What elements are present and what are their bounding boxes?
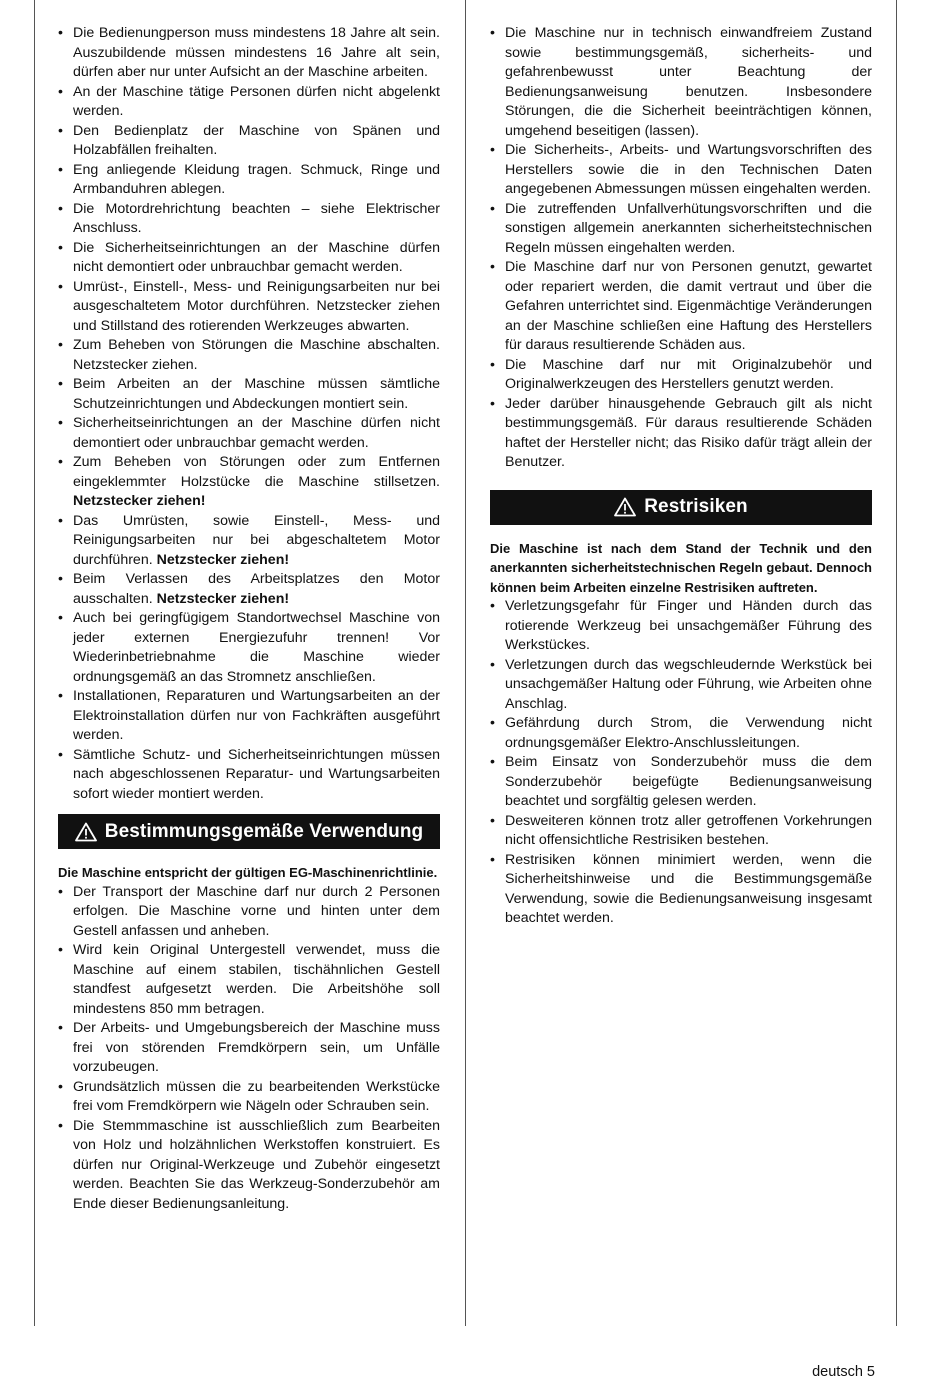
list-item-text: Die Sicherheitseinrichtungen an der Maschine dürfen nicht demontiert oder unbrauchbar gemacht werden. bbox=[73, 239, 440, 275]
column-divider bbox=[465, 0, 466, 1326]
bullet: • bbox=[58, 415, 63, 431]
list-item bbox=[490, 24, 872, 141]
bullet: • bbox=[490, 395, 495, 412]
section-heading-text: Bestimmungsgemäße Verwendung bbox=[104, 820, 424, 842]
list-item bbox=[490, 851, 872, 929]
list-item bbox=[58, 122, 440, 161]
margin-rule-right bbox=[896, 0, 897, 1326]
list-item bbox=[58, 941, 440, 1019]
list-item bbox=[58, 609, 440, 687]
list-item bbox=[490, 812, 872, 851]
list-item-text: Die Maschine darf nur von Personen genutzt, gewartet oder repariert werden, die damit vertraut und über die Gefahren unterrichtet sind. Eigenmächtige Veränderungen an der Maschine schließen eine Haftung des Herstellers für daraus resultierende Schäden aus. bbox=[505, 259, 872, 353]
bullet: • bbox=[58, 200, 63, 217]
list-item-text: Die zutreffenden Unfallverhütungsvorschriften und die sonstigen allgemein anerkannten sicherheitstechnischen Regeln müssen eingehalten werden. bbox=[505, 200, 872, 256]
list-item-text: Gefährdung durch Strom, die Verwendung nicht ordnungsgemäßer Elektro-Anschlussleitungen. bbox=[505, 715, 872, 751]
bullet: • bbox=[58, 746, 63, 763]
bullet: • bbox=[58, 942, 63, 958]
bullet: • bbox=[58, 1020, 63, 1036]
list-item-text: Wird kein Original Untergestell verwendet, muss die Maschine auf einem stabilen, tischähnlichen Gestell standfest aufgesetzt werden. Die Arbeitshöhe soll mindestens 850 mm betragen. bbox=[73, 942, 440, 1017]
bullet: • bbox=[58, 278, 63, 295]
list-item-text: Eng anliegende Kleidung tragen. Schmuck, Ringe und Armbanduhren ablegen. bbox=[73, 161, 440, 197]
warning-triangle-icon bbox=[614, 497, 636, 517]
list-item-text: Installationen, Reparaturen und Wartungsarbeiten an der Elektroinstallation dürfen nur von Fachkräften ausgeführt werden. bbox=[73, 688, 440, 743]
bullet: • bbox=[490, 25, 495, 41]
bullet: • bbox=[490, 812, 495, 829]
list-item-text: Sicherheitseinrichtungen an der Maschine dürfen nicht demontiert oder unbrauchbar gemacht werden. bbox=[73, 415, 440, 451]
usage-list bbox=[58, 883, 440, 1215]
usage-list-continued bbox=[490, 24, 872, 473]
bullet: • bbox=[58, 610, 63, 626]
warning-triangle-icon bbox=[75, 822, 97, 842]
bullet: • bbox=[490, 656, 495, 673]
list-item-text: Die Bedienungperson muss mindestens 18 Jahre alt sein. Auszubildende müssen mindestens 16 Jahre alt sein, dürfen aber nur unter Aufsicht an der Maschine arbeiten. bbox=[73, 25, 440, 80]
section-intro: Die Maschine ist nach dem Stand der Technik und den anerkannten sicherheitstechnischen Regeln gebaut. Dennoch können beim Arbeiten einzelne Restrisiken auftreten. bbox=[490, 540, 872, 595]
list-item bbox=[58, 453, 440, 512]
bullet: • bbox=[58, 1117, 63, 1134]
list-item bbox=[490, 656, 872, 715]
bullet: • bbox=[58, 83, 63, 100]
left-column bbox=[58, 24, 440, 1214]
list-item-text: Den Bedienplatz der Maschine von Spänen und Holzabfällen freihalten. bbox=[73, 122, 440, 158]
risk-list bbox=[490, 597, 872, 929]
list-item bbox=[58, 239, 440, 278]
bullet: • bbox=[490, 142, 495, 158]
list-item-text: Zum Beheben von Störungen die Maschine abschalten. Netzstecker ziehen. bbox=[73, 337, 440, 373]
list-item bbox=[490, 597, 872, 656]
list-item bbox=[58, 24, 440, 83]
bullet: • bbox=[58, 161, 63, 178]
bullet: • bbox=[490, 356, 495, 373]
list-item-text: Das Umrüsten, sowie Einstell-, Mess- und Reinigungsarbeiten nur bei abgeschaltetem Motor durchführen. bbox=[73, 512, 440, 568]
list-item-text: An der Maschine tätige Personen dürfen nicht abgelenkt werden. bbox=[73, 83, 440, 119]
list-item bbox=[490, 141, 872, 200]
list-item bbox=[490, 714, 872, 753]
list-item bbox=[58, 414, 440, 453]
section-heading-verwendung bbox=[58, 814, 440, 849]
list-item bbox=[58, 161, 440, 200]
bullet: • bbox=[58, 25, 63, 41]
bullet: • bbox=[58, 239, 63, 256]
section-heading-text: Restrisiken bbox=[644, 496, 748, 518]
bullet: • bbox=[58, 376, 63, 392]
list-item-text: Die Stemmmaschine ist ausschließlich zum Bearbeiten von Holz und holzähnlichen Werkstoffen konstruiert. Es dürfen nur Original-Werkzeuge und Zubehör eingesetzt werden. Beachten Sie das Werkzeug-Sonderzubehör am Ende dieser Bedienungsanleitung. bbox=[73, 1117, 440, 1212]
bullet: • bbox=[58, 122, 63, 139]
list-item bbox=[58, 746, 440, 805]
list-item bbox=[490, 200, 872, 259]
emphasis: Netzstecker ziehen! bbox=[156, 551, 290, 568]
bullet: • bbox=[490, 851, 495, 868]
bullet: • bbox=[58, 512, 63, 529]
list-item bbox=[58, 336, 440, 375]
list-item bbox=[58, 883, 440, 942]
list-item bbox=[58, 375, 440, 414]
page-footer: deutsch 5 bbox=[812, 1364, 875, 1380]
bullet: • bbox=[58, 688, 63, 704]
bullet: • bbox=[490, 598, 495, 614]
list-item-text: Auch bei geringfügigem Standortwechsel Maschine von jeder externen Energiezufuhr trennen! Vor Wiederinbetriebnahme die Maschine wieder ordnungsgemäß an das Stromnetz anschließen. bbox=[73, 610, 440, 685]
list-item bbox=[490, 258, 872, 356]
list-item-text: Sämtliche Schutz- und Sicherheitseinrichtungen müssen nach abgeschlossenen Reparatur- und Wartungsarbeiten sofort wieder montiert werden. bbox=[73, 746, 440, 802]
list-item-text: Der Transport der Maschine darf nur durch 2 Personen erfolgen. Die Maschine vorne und hinten unter dem Gestell anfassen und anheben. bbox=[73, 883, 440, 939]
list-item bbox=[58, 278, 440, 337]
bullet: • bbox=[490, 200, 495, 217]
list-item-text: Beim Verlassen des Arbeitsplatzes den Motor ausschalten. bbox=[73, 571, 440, 607]
bullet: • bbox=[58, 571, 63, 587]
section-intro: Die Maschine entspricht der gültigen EG-Maschinenrichtlinie. bbox=[58, 865, 438, 880]
bullet: • bbox=[58, 454, 63, 470]
bullet: • bbox=[490, 715, 495, 731]
list-item bbox=[58, 1078, 440, 1117]
right-column bbox=[490, 24, 872, 929]
list-item bbox=[58, 1117, 440, 1215]
list-item-text: Die Maschine nur in technisch einwandfreiem Zustand sowie bestimmungsgemäß, sicherheits- und gefahrenbewusst unter Beachtung der Bedienungsanweisung benutzen. Insbesondere Störungen, die die Sicherheit beeinträchtigen können, umgehend beseitigen (lassen). bbox=[505, 25, 872, 139]
list-item-text: Beim Einsatz von Sonderzubehör muss die dem Sonderzubehör beigefügte Bedienungsanweisung beachtet und sorgfältig gelesen werden. bbox=[505, 754, 872, 809]
bullet: • bbox=[58, 1078, 63, 1095]
list-item-text: Umrüst-, Einstell-, Mess- und Reinigungsarbeiten nur bei ausgeschaltetem Motor durchführen. Netzstecker ziehen und Stillstand des rotierenden Werkzeuges abwarten. bbox=[73, 278, 440, 334]
list-item-text: Grundsätzlich müssen die zu bearbeitenden Werkstücke frei vom Fremdkörpern wie Nägeln oder Schrauben sein. bbox=[73, 1078, 440, 1114]
list-item-text: Verletzungen durch das wegschleudernde Werkstück bei unsachgemäßer Haltung oder Führung, wie Arbeiten ohne Anschlag. bbox=[505, 656, 872, 712]
list-item bbox=[58, 1019, 440, 1078]
list-item-text: Die Maschine darf nur mit Originalzubehör und Originalwerkzeugen des Herstellers genutzt werden. bbox=[505, 356, 872, 392]
section-heading-restrisiken bbox=[490, 490, 872, 525]
bullet: • bbox=[58, 883, 63, 900]
list-item-text: Verletzungsgefahr für Finger und Händen durch das rotierende Werkzeug bei unsachgemäßer Führung des Werkstückes. bbox=[505, 598, 872, 653]
list-item bbox=[58, 687, 440, 746]
list-item-text: Desweiteren können trotz aller getroffenen Vorkehrungen nicht offensichtliche Restrisiken bestehen. bbox=[505, 812, 872, 848]
list-item bbox=[58, 83, 440, 122]
emphasis: Netzstecker ziehen! bbox=[156, 590, 290, 607]
list-item-text: Jeder darüber hinausgehende Gebrauch gilt als nicht bestimmungsgemäß. Für daraus resultierende Schäden haftet der Hersteller nicht; das Risiko dafür trägt allein der Benutzer. bbox=[505, 395, 872, 470]
list-item-text: Zum Beheben von Störungen oder zum Entfernen eingeklemmter Holzstücke die Maschine stillsetzen. bbox=[73, 454, 440, 490]
bullet: • bbox=[490, 754, 495, 770]
list-item-text: Die Motordrehrichtung beachten – siehe Elektrischer Anschluss. bbox=[73, 200, 440, 236]
emphasis: Netzstecker ziehen! bbox=[73, 493, 206, 509]
list-item bbox=[490, 753, 872, 812]
list-item-text: Der Arbeits- und Umgebungsbereich der Maschine muss frei von störenden Fremdkörpern sein, um Unfälle vorzubeugen. bbox=[73, 1020, 440, 1075]
bullet: • bbox=[490, 259, 495, 275]
list-item-text: Die Sicherheits-, Arbeits- und Wartungsvorschriften des Herstellers sowie die in den Technischen Daten angegebenen Abmessungen müssen eingehalten werden. bbox=[505, 142, 872, 197]
list-item-text: Beim Arbeiten an der Maschine müssen sämtliche Schutzeinrichtungen und Abdeckungen montiert sein. bbox=[73, 376, 440, 412]
safety-list bbox=[58, 24, 440, 804]
list-item bbox=[58, 512, 440, 571]
list-item-text: Restrisiken können minimiert werden, wenn die Sicherheitshinweise und die Bestimmungsgemäße Verwendung, sowie die Bedienungsanweisung insgesamt beachtet werden. bbox=[505, 851, 872, 926]
bullet: • bbox=[58, 337, 63, 353]
list-item bbox=[58, 200, 440, 239]
list-item bbox=[490, 356, 872, 395]
list-item bbox=[490, 395, 872, 473]
margin-rule-left bbox=[34, 0, 35, 1326]
list-item bbox=[58, 570, 440, 609]
